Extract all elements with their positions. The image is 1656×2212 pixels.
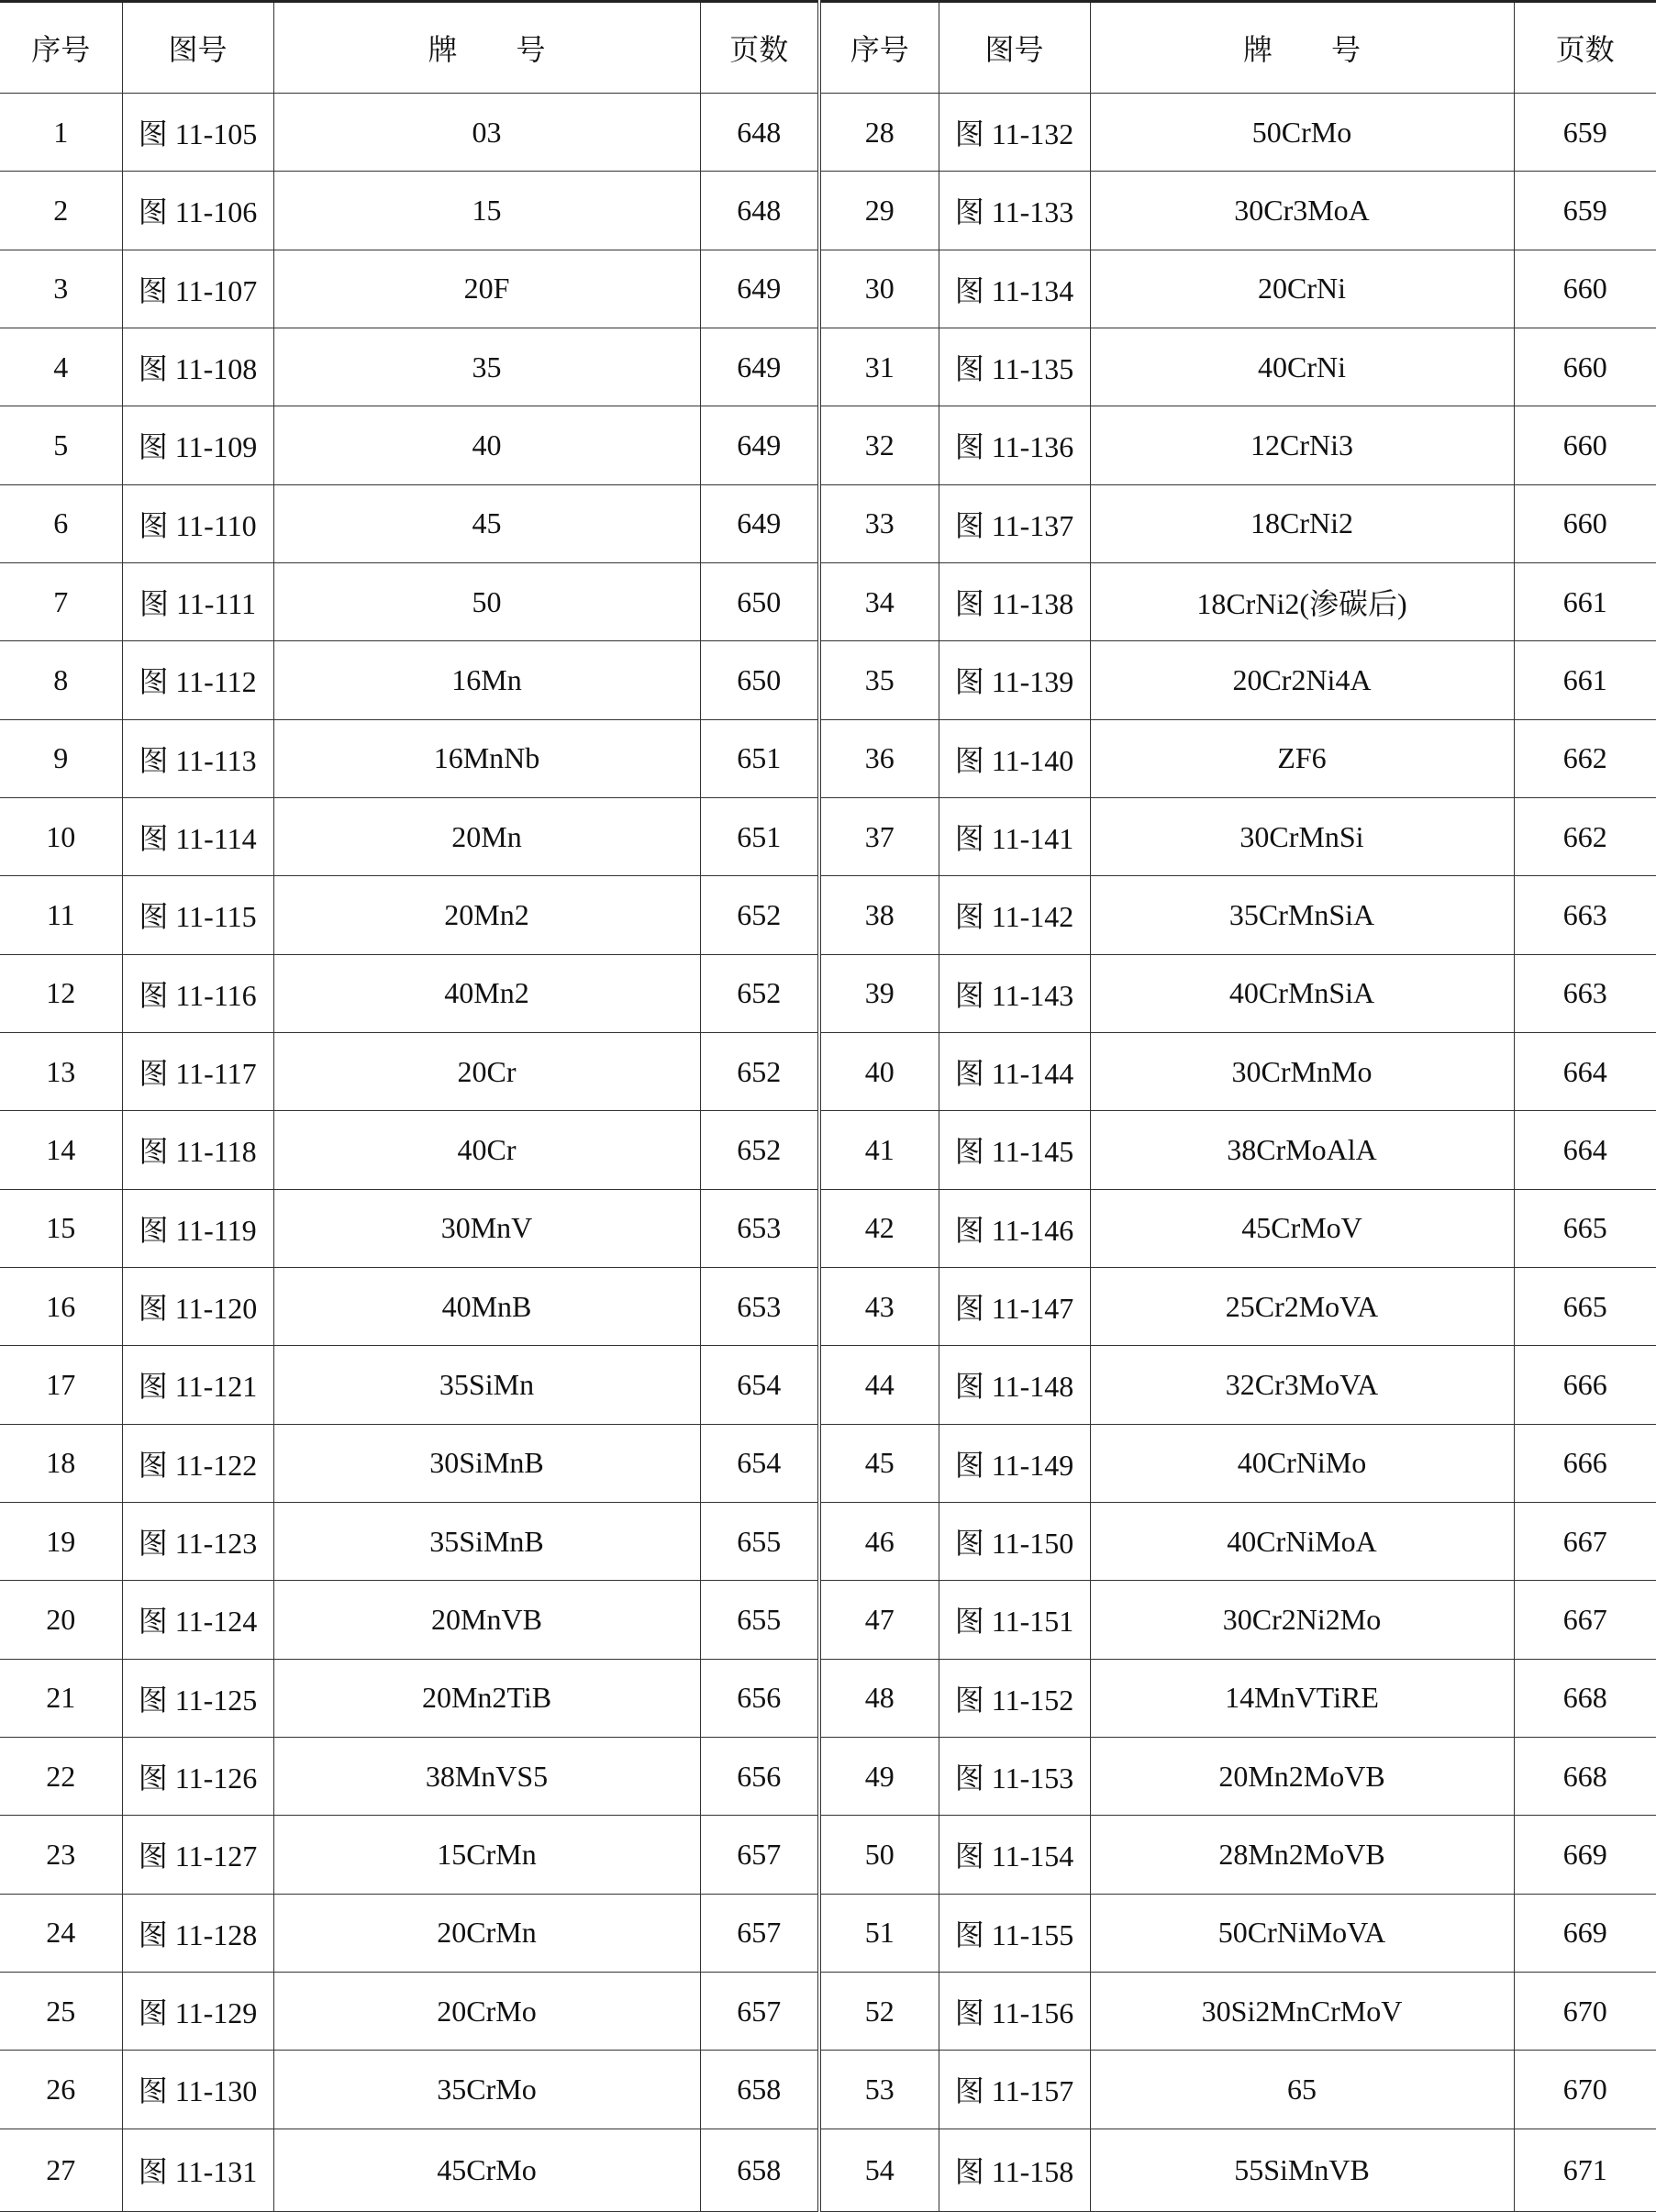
figure-left-cell: 图 11-105 [122, 94, 273, 172]
page-left-cell: 657 [700, 1972, 819, 2050]
grade-left-cell: 20CrMo [273, 1972, 700, 2050]
figure-right-cell: 图 11-138 [939, 562, 1090, 640]
grade-left-cell: 20MnVB [273, 1581, 700, 1659]
page-right-cell: 659 [1514, 94, 1656, 172]
figure-right-cell: 图 11-135 [939, 328, 1090, 406]
page-right-cell: 663 [1514, 876, 1656, 954]
header-row [0, 2, 1656, 94]
table-row [0, 1032, 1656, 1110]
serial-right-cell: 50 [819, 1816, 939, 1894]
serial-left-cell: 18 [0, 1424, 122, 1502]
figure-left-cell: 图 11-113 [122, 719, 273, 797]
serial-right-cell: 36 [819, 719, 939, 797]
serial-right-cell: 40 [819, 1032, 939, 1110]
table-header [0, 2, 1656, 94]
page-left-cell: 652 [700, 876, 819, 954]
grade-left-cell: 35CrMo [273, 2051, 700, 2129]
figure-left-cell: 图 11-125 [122, 1659, 273, 1737]
figure-left-cell: 图 11-120 [122, 1267, 273, 1345]
page-left-cell: 657 [700, 1816, 819, 1894]
figure-right-cell: 图 11-155 [939, 1894, 1090, 1972]
grade-left-cell: 15 [273, 172, 700, 250]
table-body [0, 94, 1656, 2212]
page-left-cell: 653 [700, 1189, 819, 1267]
page-right-cell: 670 [1514, 2051, 1656, 2129]
figure-right-cell: 图 11-142 [939, 876, 1090, 954]
table-row [0, 1189, 1656, 1267]
table-row [0, 484, 1656, 562]
serial-left-cell: 11 [0, 876, 122, 954]
page-left-cell: 656 [700, 1659, 819, 1737]
figure-right-cell: 图 11-158 [939, 2129, 1090, 2211]
figure-right-cell: 图 11-141 [939, 797, 1090, 875]
figure-right-cell: 图 11-147 [939, 1267, 1090, 1345]
grade-left-cell: 20CrMn [273, 1894, 700, 1972]
table-row [0, 328, 1656, 406]
figure-right-cell: 图 11-157 [939, 2051, 1090, 2129]
grade-right-cell: 18CrNi2(渗碳后) [1090, 562, 1514, 640]
serial-left-cell: 27 [0, 2129, 122, 2211]
page-left-cell: 649 [700, 250, 819, 328]
page-right-cell: 662 [1514, 797, 1656, 875]
figure-right-cell: 图 11-145 [939, 1111, 1090, 1189]
figure-left-cell: 图 11-119 [122, 1189, 273, 1267]
page-right-cell: 665 [1514, 1267, 1656, 1345]
grade-left-cell: 20Mn [273, 797, 700, 875]
page-left-cell: 655 [700, 1581, 819, 1659]
serial-left-cell: 19 [0, 1502, 122, 1580]
serial-right-cell: 38 [819, 876, 939, 954]
figure-left-cell: 图 11-131 [122, 2129, 273, 2211]
grade-left-cell: 40 [273, 406, 700, 484]
figure-right-cell: 图 11-153 [939, 1737, 1090, 1815]
serial-left-cell: 17 [0, 1346, 122, 1424]
serial-right-cell: 45 [819, 1424, 939, 1502]
grade-left-cell: 03 [273, 94, 700, 172]
page-right-cell: 666 [1514, 1424, 1656, 1502]
serial-left-cell: 2 [0, 172, 122, 250]
serial-left-cell: 4 [0, 328, 122, 406]
serial-left-cell: 9 [0, 719, 122, 797]
figure-right-cell: 图 11-144 [939, 1032, 1090, 1110]
figure-left-cell: 图 11-116 [122, 954, 273, 1032]
grade-right-cell: 14MnVTiRE [1090, 1659, 1514, 1737]
serial-right-cell: 29 [819, 172, 939, 250]
page-right-cell: 661 [1514, 562, 1656, 640]
page-left-cell: 656 [700, 1737, 819, 1815]
table-row [0, 1816, 1656, 1894]
grade-right-cell: 40CrNiMo [1090, 1424, 1514, 1502]
page-right-cell: 660 [1514, 406, 1656, 484]
figure-left-cell: 图 11-126 [122, 1737, 273, 1815]
table-row [0, 562, 1656, 640]
grade-left-cell: 35SiMn [273, 1346, 700, 1424]
table-row [0, 719, 1656, 797]
figure-left-cell: 图 11-106 [122, 172, 273, 250]
header-figure-left: 图号 [122, 2, 273, 94]
serial-right-cell: 37 [819, 797, 939, 875]
serial-left-cell: 3 [0, 250, 122, 328]
grade-right-cell: 20CrNi [1090, 250, 1514, 328]
figure-right-cell: 图 11-133 [939, 172, 1090, 250]
table-row [0, 797, 1656, 875]
header-page-right: 页数 [1514, 2, 1656, 94]
serial-left-cell: 21 [0, 1659, 122, 1737]
grade-left-cell: 40Mn2 [273, 954, 700, 1032]
figure-left-cell: 图 11-114 [122, 797, 273, 875]
serial-right-cell: 52 [819, 1972, 939, 2050]
grade-right-cell: 30Si2MnCrMoV [1090, 1972, 1514, 2050]
table-row [0, 1111, 1656, 1189]
grade-right-cell: 45CrMoV [1090, 1189, 1514, 1267]
grade-right-cell: 50CrNiMoVA [1090, 1894, 1514, 1972]
page-right-cell: 668 [1514, 1659, 1656, 1737]
page-right-cell: 669 [1514, 1816, 1656, 1894]
grade-left-cell: 16MnNb [273, 719, 700, 797]
grade-left-cell: 20F [273, 250, 700, 328]
header-page-left: 页数 [700, 2, 819, 94]
page-left-cell: 654 [700, 1424, 819, 1502]
grade-left-cell: 50 [273, 562, 700, 640]
serial-right-cell: 41 [819, 1111, 939, 1189]
figure-right-cell: 图 11-151 [939, 1581, 1090, 1659]
page-left-cell: 657 [700, 1894, 819, 1972]
grade-right-cell: 30Cr2Ni2Mo [1090, 1581, 1514, 1659]
figure-left-cell: 图 11-110 [122, 484, 273, 562]
serial-right-cell: 47 [819, 1581, 939, 1659]
grade-left-cell: 20Mn2TiB [273, 1659, 700, 1737]
page-left-cell: 650 [700, 562, 819, 640]
figure-right-cell: 图 11-150 [939, 1502, 1090, 1580]
table-row [0, 1267, 1656, 1345]
figure-left-cell: 图 11-123 [122, 1502, 273, 1580]
figure-left-cell: 图 11-130 [122, 2051, 273, 2129]
page-left-cell: 652 [700, 1032, 819, 1110]
grade-left-cell: 35 [273, 328, 700, 406]
table-row [0, 1424, 1656, 1502]
grade-right-cell: 30Cr3MoA [1090, 172, 1514, 250]
page-right-cell: 666 [1514, 1346, 1656, 1424]
serial-left-cell: 26 [0, 2051, 122, 2129]
page-left-cell: 653 [700, 1267, 819, 1345]
figure-left-cell: 图 11-122 [122, 1424, 273, 1502]
grade-left-cell: 35SiMnB [273, 1502, 700, 1580]
figure-right-cell: 图 11-136 [939, 406, 1090, 484]
figure-right-cell: 图 11-132 [939, 94, 1090, 172]
page-right-cell: 664 [1514, 1111, 1656, 1189]
page-right-cell: 660 [1514, 328, 1656, 406]
table-row [0, 1659, 1656, 1737]
grade-right-cell: 30CrMnSi [1090, 797, 1514, 875]
figure-right-cell: 图 11-137 [939, 484, 1090, 562]
grade-left-cell: 45CrMo [273, 2129, 700, 2211]
serial-right-cell: 32 [819, 406, 939, 484]
page-right-cell: 664 [1514, 1032, 1656, 1110]
serial-right-cell: 31 [819, 328, 939, 406]
page-left-cell: 652 [700, 954, 819, 1032]
table-row [0, 1502, 1656, 1580]
page-right-cell: 670 [1514, 1972, 1656, 2050]
page-left-cell: 649 [700, 484, 819, 562]
figure-right-cell: 图 11-156 [939, 1972, 1090, 2050]
grade-right-cell: 50CrMo [1090, 94, 1514, 172]
serial-left-cell: 16 [0, 1267, 122, 1345]
serial-right-cell: 49 [819, 1737, 939, 1815]
serial-right-cell: 39 [819, 954, 939, 1032]
page-left-cell: 651 [700, 719, 819, 797]
header-figure-right: 图号 [939, 2, 1090, 94]
page-left-cell: 658 [700, 2129, 819, 2211]
grade-left-cell: 40MnB [273, 1267, 700, 1345]
grade-right-cell: 28Mn2MoVB [1090, 1816, 1514, 1894]
figure-left-cell: 图 11-124 [122, 1581, 273, 1659]
serial-left-cell: 1 [0, 94, 122, 172]
figure-left-cell: 图 11-118 [122, 1111, 273, 1189]
figure-right-cell: 图 11-140 [939, 719, 1090, 797]
figure-left-cell: 图 11-127 [122, 1816, 273, 1894]
page-right-cell: 665 [1514, 1189, 1656, 1267]
serial-left-cell: 15 [0, 1189, 122, 1267]
page-right-cell: 660 [1514, 250, 1656, 328]
serial-left-cell: 20 [0, 1581, 122, 1659]
page-right-cell: 663 [1514, 954, 1656, 1032]
grade-left-cell: 16Mn [273, 641, 700, 719]
figure-right-cell: 图 11-149 [939, 1424, 1090, 1502]
page-right-cell: 659 [1514, 172, 1656, 250]
grade-right-cell: 12CrNi3 [1090, 406, 1514, 484]
page-left-cell: 650 [700, 641, 819, 719]
header-serial-right: 序号 [819, 2, 939, 94]
grade-right-cell: 30CrMnMo [1090, 1032, 1514, 1110]
grade-right-cell: 20Cr2Ni4A [1090, 641, 1514, 719]
page-left-cell: 649 [700, 328, 819, 406]
serial-left-cell: 12 [0, 954, 122, 1032]
page-left-cell: 649 [700, 406, 819, 484]
figure-left-cell: 图 11-128 [122, 1894, 273, 1972]
header-serial-left: 序号 [0, 2, 122, 94]
serial-left-cell: 25 [0, 1972, 122, 2050]
figure-right-cell: 图 11-148 [939, 1346, 1090, 1424]
grade-right-cell: 18CrNi2 [1090, 484, 1514, 562]
grade-right-cell: 40CrNiMoA [1090, 1502, 1514, 1580]
figure-left-cell: 图 11-111 [122, 562, 273, 640]
serial-right-cell: 43 [819, 1267, 939, 1345]
table-row [0, 876, 1656, 954]
table-row [0, 1346, 1656, 1424]
figure-left-cell: 图 11-107 [122, 250, 273, 328]
page-right-cell: 667 [1514, 1581, 1656, 1659]
page-right-cell: 669 [1514, 1894, 1656, 1972]
serial-right-cell: 42 [819, 1189, 939, 1267]
table-row [0, 1737, 1656, 1815]
serial-left-cell: 22 [0, 1737, 122, 1815]
serial-left-cell: 8 [0, 641, 122, 719]
page-right-cell: 660 [1514, 484, 1656, 562]
figure-left-cell: 图 11-117 [122, 1032, 273, 1110]
grade-left-cell: 45 [273, 484, 700, 562]
figure-left-cell: 图 11-112 [122, 641, 273, 719]
grade-left-cell: 15CrMn [273, 1816, 700, 1894]
figure-right-cell: 图 11-134 [939, 250, 1090, 328]
table-row [0, 1581, 1656, 1659]
figure-right-cell: 图 11-139 [939, 641, 1090, 719]
figure-left-cell: 图 11-129 [122, 1972, 273, 2050]
grade-left-cell: 40Cr [273, 1111, 700, 1189]
serial-right-cell: 46 [819, 1502, 939, 1580]
page-left-cell: 658 [700, 2051, 819, 2129]
serial-left-cell: 5 [0, 406, 122, 484]
figure-left-cell: 图 11-121 [122, 1346, 273, 1424]
page-right-cell: 667 [1514, 1502, 1656, 1580]
serial-right-cell: 44 [819, 1346, 939, 1424]
serial-left-cell: 13 [0, 1032, 122, 1110]
grade-right-cell: 65 [1090, 2051, 1514, 2129]
page-left-cell: 651 [700, 797, 819, 875]
table-row [0, 406, 1656, 484]
grade-right-cell: 40CrNi [1090, 328, 1514, 406]
header-grade-left: 牌 号 [273, 2, 700, 94]
grade-right-cell: 40CrMnSiA [1090, 954, 1514, 1032]
grade-right-cell: ZF6 [1090, 719, 1514, 797]
serial-right-cell: 30 [819, 250, 939, 328]
serial-left-cell: 10 [0, 797, 122, 875]
page-left-cell: 654 [700, 1346, 819, 1424]
grade-right-cell: 25Cr2MoVA [1090, 1267, 1514, 1345]
grade-left-cell: 30MnV [273, 1189, 700, 1267]
table-row [0, 1972, 1656, 2050]
page-left-cell: 648 [700, 172, 819, 250]
figure-left-cell: 图 11-115 [122, 876, 273, 954]
table-row [0, 250, 1656, 328]
figure-right-cell: 图 11-152 [939, 1659, 1090, 1737]
serial-left-cell: 23 [0, 1816, 122, 1894]
grade-left-cell: 38MnVS5 [273, 1737, 700, 1815]
grade-left-cell: 20Cr [273, 1032, 700, 1110]
page-right-cell: 671 [1514, 2129, 1656, 2211]
serial-right-cell: 51 [819, 1894, 939, 1972]
grade-left-cell: 30SiMnB [273, 1424, 700, 1502]
figure-left-cell: 图 11-109 [122, 406, 273, 484]
grade-right-cell: 35CrMnSiA [1090, 876, 1514, 954]
table-row [0, 1894, 1656, 1972]
table-row [0, 641, 1656, 719]
table-row [0, 2051, 1656, 2129]
table-row [0, 172, 1656, 250]
serial-left-cell: 7 [0, 562, 122, 640]
table-row [0, 94, 1656, 172]
page-right-cell: 668 [1514, 1737, 1656, 1815]
serial-left-cell: 14 [0, 1111, 122, 1189]
grade-right-cell: 55SiMnVB [1090, 2129, 1514, 2211]
serial-left-cell: 6 [0, 484, 122, 562]
serial-right-cell: 48 [819, 1659, 939, 1737]
table-row [0, 954, 1656, 1032]
page-right-cell: 661 [1514, 641, 1656, 719]
figure-right-cell: 图 11-146 [939, 1189, 1090, 1267]
page-left-cell: 652 [700, 1111, 819, 1189]
figure-right-cell: 图 11-154 [939, 1816, 1090, 1894]
serial-right-cell: 34 [819, 562, 939, 640]
figure-left-cell: 图 11-108 [122, 328, 273, 406]
grade-right-cell: 20Mn2MoVB [1090, 1737, 1514, 1815]
serial-right-cell: 28 [819, 94, 939, 172]
page-left-cell: 655 [700, 1502, 819, 1580]
figure-right-cell: 图 11-143 [939, 954, 1090, 1032]
page-left-cell: 648 [700, 94, 819, 172]
page-right-cell: 662 [1514, 719, 1656, 797]
serial-right-cell: 53 [819, 2051, 939, 2129]
table-row [0, 2129, 1656, 2211]
serial-left-cell: 24 [0, 1894, 122, 1972]
grade-left-cell: 20Mn2 [273, 876, 700, 954]
grade-right-cell: 38CrMoAlA [1090, 1111, 1514, 1189]
header-grade-right: 牌 号 [1090, 2, 1514, 94]
grade-right-cell: 32Cr3MoVA [1090, 1346, 1514, 1424]
serial-right-cell: 54 [819, 2129, 939, 2211]
serial-right-cell: 35 [819, 641, 939, 719]
serial-right-cell: 33 [819, 484, 939, 562]
